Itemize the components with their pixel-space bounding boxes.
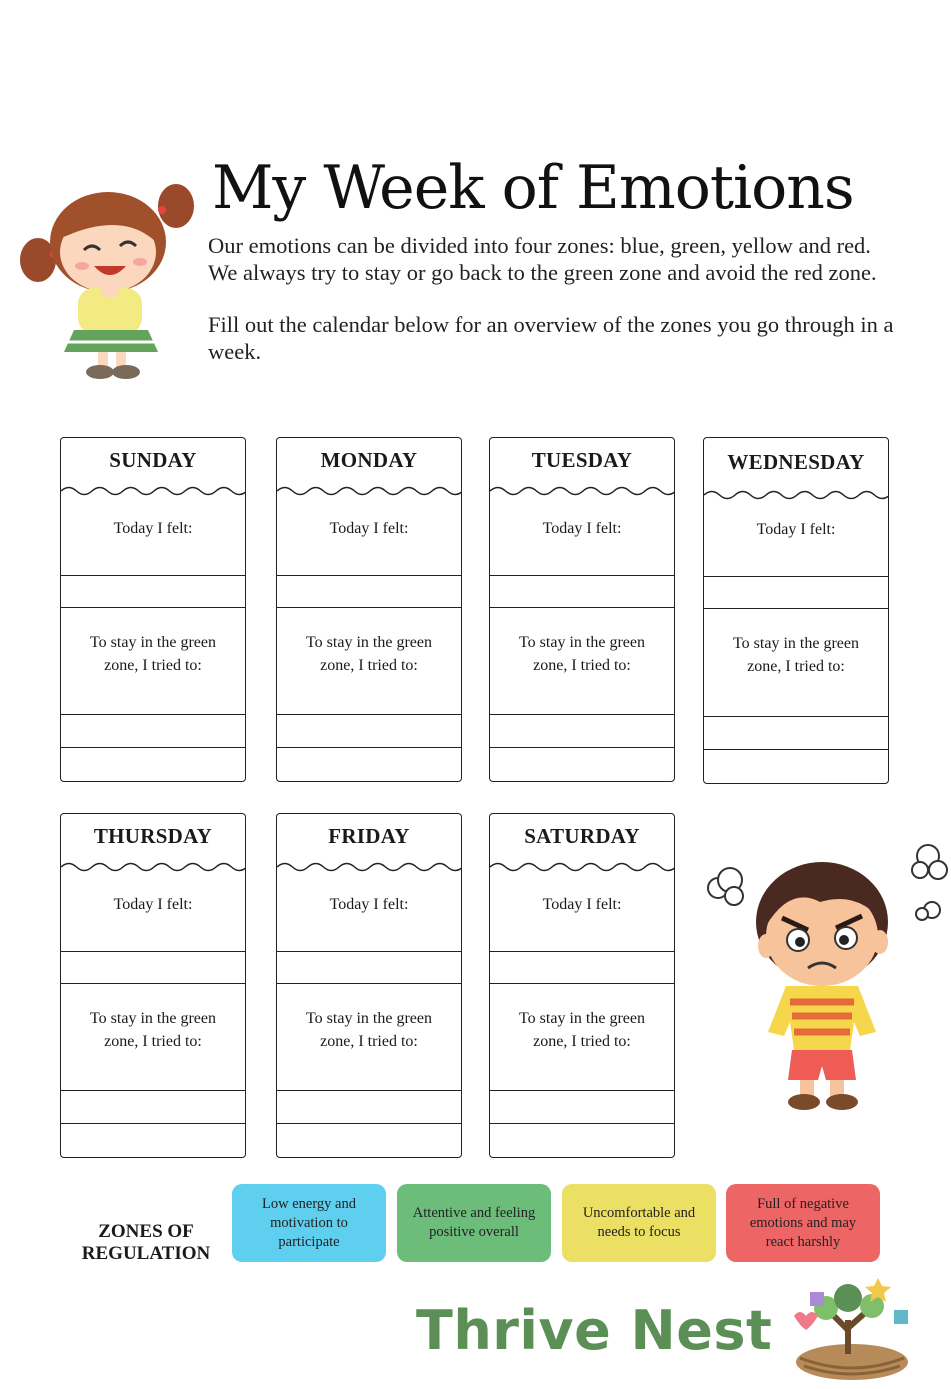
writing-line <box>490 607 674 608</box>
writing-line <box>490 575 674 576</box>
day-name: FRIDAY <box>328 824 410 848</box>
felt-prompt: Today I felt: <box>329 896 409 913</box>
wave-divider <box>490 484 675 498</box>
tried-prompt: To stay in the green zone, I tried to: <box>90 634 216 674</box>
zone-green-text: Attentive and feeling positive overall <box>412 1205 536 1240</box>
writing-line <box>61 607 245 608</box>
day-card-wednesday <box>703 437 889 784</box>
zone-blue <box>232 1184 386 1262</box>
tried-prompt: To stay in the green zone, I tried to: <box>519 634 645 674</box>
writing-line <box>61 714 245 715</box>
writing-line <box>490 983 674 984</box>
day-name: THURSDAY <box>93 824 213 848</box>
zones-label: ZONES OF REGULATION <box>81 1221 211 1264</box>
tried-prompt: To stay in the green zone, I tried to: <box>306 634 432 674</box>
wave-divider <box>490 860 675 874</box>
writing-line <box>277 1090 461 1091</box>
zone-yellow-text: Uncomfortable and needs to focus <box>582 1205 696 1240</box>
wave-divider <box>704 488 889 502</box>
zone-green <box>397 1184 551 1262</box>
intro-paragraph-2: Fill out the calendar below for an overview of the zones you go through in a week. <box>208 312 894 364</box>
writing-line <box>61 747 245 748</box>
day-name: TUESDAY <box>531 448 633 472</box>
writing-line <box>490 747 674 748</box>
writing-line <box>490 714 674 715</box>
writing-line <box>490 1090 674 1091</box>
happy-girl-illustration <box>16 170 198 382</box>
writing-line <box>61 1123 245 1124</box>
writing-line <box>704 608 888 609</box>
day-card-sunday <box>60 437 246 782</box>
writing-line <box>61 1090 245 1091</box>
day-name: WEDNESDAY <box>727 450 865 474</box>
day-card-thursday <box>60 813 246 1158</box>
writing-line <box>277 575 461 576</box>
intro-text <box>208 233 898 391</box>
wave-divider <box>61 860 246 874</box>
writing-line <box>704 749 888 750</box>
felt-prompt: Today I felt: <box>329 520 409 537</box>
day-card-tuesday <box>489 437 675 782</box>
writing-line <box>277 951 461 952</box>
wave-divider <box>61 484 246 498</box>
felt-prompt: Today I felt: <box>542 520 622 537</box>
writing-line <box>277 714 461 715</box>
writing-line <box>490 951 674 952</box>
writing-line <box>277 1123 461 1124</box>
felt-prompt: Today I felt: <box>542 896 622 913</box>
writing-line <box>277 983 461 984</box>
zone-blue-text: Low energy and motivation to participate <box>262 1195 356 1250</box>
page-title: My Week of Emotions <box>212 153 854 223</box>
day-card-friday <box>276 813 462 1158</box>
day-name: MONDAY <box>320 448 418 472</box>
angry-boy-illustration <box>700 836 950 1116</box>
wave-divider <box>277 484 462 498</box>
felt-prompt: Today I felt: <box>113 896 193 913</box>
writing-line <box>490 1123 674 1124</box>
writing-line <box>277 607 461 608</box>
zone-red-text: Full of negative emotions and may react harshly <box>749 1195 857 1250</box>
zone-red <box>726 1184 880 1262</box>
tried-prompt: To stay in the green zone, I tried to: <box>733 635 859 675</box>
writing-line <box>277 747 461 748</box>
tried-prompt: To stay in the green zone, I tried to: <box>519 1010 645 1050</box>
wave-divider <box>277 860 462 874</box>
day-card-monday <box>276 437 462 782</box>
tried-prompt: To stay in the green zone, I tried to: <box>90 1010 216 1050</box>
felt-prompt: Today I felt: <box>113 520 193 537</box>
nest-tree-logo-icon <box>782 1270 922 1385</box>
intro-paragraph-1: Our emotions can be divided into four zones: blue, green, yellow and red. We always try to stay or go back to the green zone and avoid the red zone. <box>208 233 877 285</box>
writing-line <box>61 983 245 984</box>
writing-line <box>61 951 245 952</box>
writing-line <box>704 716 888 717</box>
felt-prompt: Today I felt: <box>756 521 836 538</box>
writing-line <box>61 575 245 576</box>
brand-name: Thrive Nest <box>416 1299 773 1362</box>
zone-yellow <box>562 1184 716 1262</box>
day-name: SUNDAY <box>109 448 197 472</box>
day-name: SATURDAY <box>524 824 640 848</box>
writing-line <box>704 576 888 577</box>
day-card-saturday <box>489 813 675 1158</box>
tried-prompt: To stay in the green zone, I tried to: <box>306 1010 432 1050</box>
